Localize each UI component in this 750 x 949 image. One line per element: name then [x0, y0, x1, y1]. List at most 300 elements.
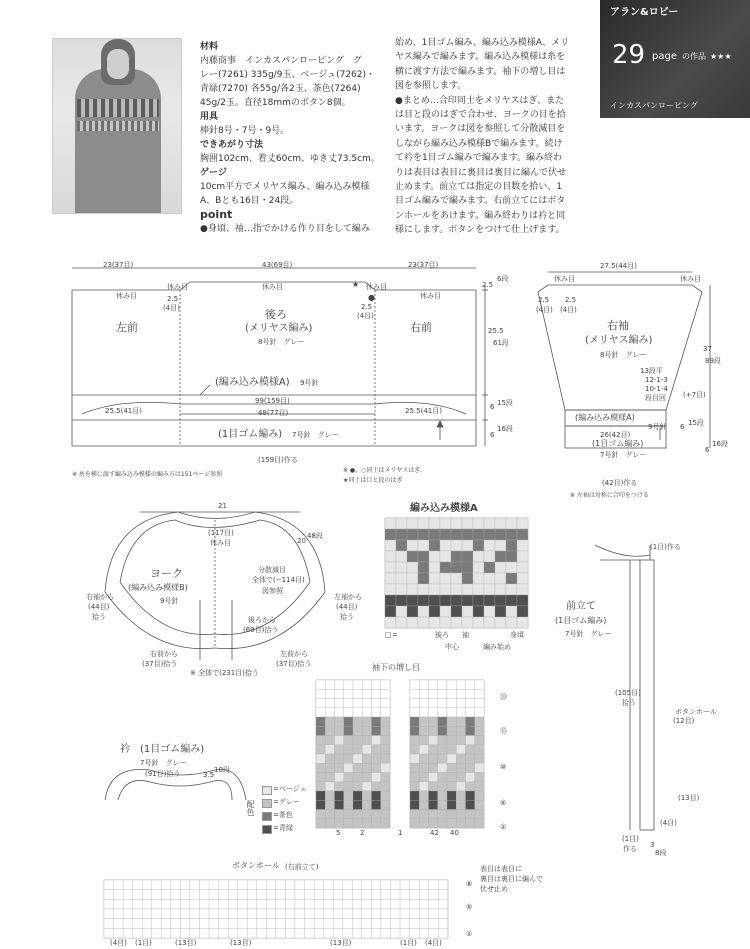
inc-chart-cell — [325, 708, 334, 717]
inc-chart-cell — [353, 763, 362, 772]
color-swatch-grey — [262, 799, 272, 808]
inc-chart-cell — [438, 708, 447, 717]
inc-chart-cell — [372, 726, 381, 735]
chart-a-cell — [451, 529, 462, 540]
inc-chart-cell — [466, 708, 475, 717]
inc-chart-cell — [447, 791, 456, 800]
inc-chart-cell — [410, 689, 419, 698]
inc-chart-cell — [429, 791, 438, 800]
chart-a-cell — [440, 606, 451, 617]
chart-a-cell — [506, 606, 517, 617]
chart-a-cell — [495, 584, 506, 595]
buttonhole-cell — [391, 919, 401, 929]
buttonhole-cell — [276, 880, 286, 890]
buttonhole-cell — [343, 890, 353, 900]
chart-a-cell — [407, 518, 418, 529]
inc-chart-cell — [335, 680, 344, 689]
color-beige: =ベージュ — [273, 785, 307, 793]
inc-chart-cell — [447, 800, 456, 809]
buttonhole-cell — [391, 880, 401, 890]
buttonhole-cell — [352, 890, 362, 900]
buttonhole-cell — [295, 899, 305, 909]
inc-chart-cell — [447, 745, 456, 754]
sleeve-s-sts2: (4目) — [560, 306, 577, 314]
sleeve-top: 27.5(44目) — [600, 262, 637, 270]
buttonhole-cell — [209, 890, 219, 900]
inc-chart-cell — [325, 726, 334, 735]
inc-4: 段目回 — [645, 394, 666, 402]
chart-a-cell — [396, 573, 407, 584]
sleeve-s-left2: 2.5 — [565, 296, 577, 304]
color-legend-title: 配色 — [246, 800, 255, 816]
buttonhole-cell — [219, 880, 229, 890]
inc-chart-cell — [419, 773, 428, 782]
buttonhole-cell — [114, 919, 124, 929]
inc-chart-cell — [335, 819, 344, 828]
inc-chart-cell — [438, 810, 447, 819]
point-title: point — [200, 208, 233, 221]
buttonhole-cell — [219, 890, 229, 900]
chart-a-cell — [517, 551, 528, 562]
chart-a-cell — [429, 529, 440, 540]
inc-chart-cell — [456, 680, 465, 689]
dot-mark-icon: ● — [368, 293, 375, 302]
inc-chart-cell — [353, 689, 362, 698]
yarn-name: インカスパンローピング — [610, 101, 698, 110]
buttonhole-cell — [228, 890, 238, 900]
buttonhole-cell — [324, 899, 334, 909]
rest-label-left2: 休み目 — [167, 283, 188, 291]
chart-a-cell — [451, 562, 462, 573]
inc-chart-cell — [362, 754, 371, 763]
inc-chart-cell — [438, 819, 447, 828]
buttonhole-cell — [438, 919, 448, 929]
inc-chart-cell — [410, 680, 419, 689]
sleeve-w26: 26(42目) — [600, 431, 631, 439]
color-grey: =グレー — [273, 798, 300, 806]
inc-chart-cell — [447, 819, 456, 828]
inc-chart-cell — [456, 726, 465, 735]
chart-a-cell — [506, 573, 517, 584]
yoke-left-pick: 拾う — [340, 613, 354, 621]
inc-chart-cell — [344, 680, 353, 689]
inc-chart-cell — [381, 689, 390, 698]
inc-chart-cell — [381, 773, 390, 782]
inc-chart-cell — [419, 763, 428, 772]
buttonhole-cell — [161, 890, 171, 900]
inc-chart-cell — [335, 717, 344, 726]
inc-chart-cell — [316, 800, 325, 809]
chart-a-cell — [462, 540, 473, 551]
buttonhole-cell — [219, 919, 229, 929]
inc-chart-cell — [419, 708, 428, 717]
chart-a-cell — [517, 606, 528, 617]
rib-h: 6 — [490, 431, 495, 439]
buttonhole-cell — [257, 880, 267, 890]
inc-chart-cell — [438, 680, 447, 689]
buttonhole-cell — [266, 899, 276, 909]
buttonhole-cell — [228, 919, 238, 929]
buttonhole-cell — [200, 919, 210, 929]
buttonhole-cell — [305, 899, 315, 909]
buttonhole-cell — [161, 899, 171, 909]
inc-chart-cell — [456, 810, 465, 819]
inc-chart-cell — [429, 708, 438, 717]
buttonhole-cell — [161, 928, 171, 938]
inc-chart-cell — [475, 726, 484, 735]
instruction-line: 様にします。ボタンをつけて仕上げます。 — [395, 225, 565, 236]
buttonhole-title: ボタンホール — [232, 861, 280, 870]
inc-chart-cell — [325, 754, 334, 763]
buttonhole-cell — [276, 909, 286, 919]
inc-chart-cell — [353, 680, 362, 689]
chart-a-cell — [385, 606, 396, 617]
sleeve-rib-rows: 15段 — [688, 419, 704, 427]
buttonhole-cell — [104, 928, 114, 938]
buttonhole-cell — [133, 919, 143, 929]
inc-chart-cell — [447, 680, 456, 689]
buttonhole-cell — [238, 928, 248, 938]
inc-chart-cell — [353, 754, 362, 763]
yoke-h-rows: 48段 — [307, 532, 323, 540]
collar-title: 衿 (1目ゴム編み) — [120, 744, 205, 755]
band-h: 3 — [650, 841, 655, 849]
buttonhole-note3: 伏せ止め — [480, 885, 508, 893]
chart-a-cell — [484, 595, 495, 606]
chart-a-cell — [418, 529, 429, 540]
buttonhole-cell — [257, 928, 267, 938]
chart-a-cell — [385, 617, 396, 628]
inc-chart-cell — [325, 773, 334, 782]
inc-chart-cell — [316, 708, 325, 717]
bh-row-8: ⑧ — [466, 880, 473, 888]
inc-chart-cell — [353, 782, 362, 791]
body-rows: 61段 — [493, 339, 509, 347]
buttonhole-cell — [333, 899, 343, 909]
collar-h: 3.5 — [203, 771, 215, 779]
inc-chart-cell — [419, 819, 428, 828]
inc-chart-cell — [475, 689, 484, 698]
inc-chart-cell — [344, 773, 353, 782]
buttonhole-cell — [171, 919, 181, 929]
buttonhole-cell — [352, 909, 362, 919]
inc-chart-cell — [466, 800, 475, 809]
chart-a-cell — [396, 540, 407, 551]
inc-chart-cell — [419, 791, 428, 800]
buttonhole-cell — [228, 909, 238, 919]
chart-a-cell — [462, 573, 473, 584]
buttonhole-cell — [123, 909, 133, 919]
buttonhole-cell — [114, 899, 124, 909]
inc-chart-cell — [335, 689, 344, 698]
buttonhole-cell — [200, 909, 210, 919]
inc-chart-cell — [456, 791, 465, 800]
chart-a-cell — [462, 584, 473, 595]
buttonhole-cell — [238, 880, 248, 890]
inc-chart-cell — [362, 680, 371, 689]
buttonhole-cell — [171, 928, 181, 938]
inc-chart-cell — [466, 717, 475, 726]
buttonhole-cell — [104, 919, 114, 929]
instruction-line: 横に渡す方法で編みます。袖下の増し目は — [395, 66, 566, 77]
chart-a-cell — [473, 540, 484, 551]
buttonhole-cell — [314, 890, 324, 900]
gauge-title: ゲージ — [200, 168, 227, 178]
inc-chart-cell — [410, 773, 419, 782]
inc-chart-cell — [344, 745, 353, 754]
buttonhole-cell — [228, 880, 238, 890]
inc-chart-cell — [344, 819, 353, 828]
inc-chart-cell — [410, 782, 419, 791]
buttonhole-cell — [133, 909, 143, 919]
buttonhole-cell — [381, 890, 391, 900]
chart-a-cell — [506, 617, 517, 628]
band-bh-sts: (12目) — [673, 717, 695, 725]
body-cast-on: (159目)作る — [258, 456, 298, 464]
pattern-rows: 15段 — [497, 399, 513, 407]
inc-chart-cell — [325, 689, 334, 698]
chart-a-cell — [396, 518, 407, 529]
sleeve-pattern-needle: 9号針 — [648, 423, 667, 431]
buttonhole-cell — [305, 928, 315, 938]
buttonhole-sub: (右前立て) — [285, 863, 319, 871]
buttonhole-cell — [419, 928, 429, 938]
instruction-line: います。ヨークは図を参照して分散減目を — [395, 124, 566, 135]
buttonhole-cell — [276, 899, 286, 909]
buttonhole-cell — [438, 909, 448, 919]
buttonhole-cell — [266, 880, 276, 890]
sleeve-rib-h: 6 — [680, 423, 685, 431]
inc-chart-cell — [456, 819, 465, 828]
chart-a-cell — [385, 540, 396, 551]
inc-chart-cell — [447, 708, 456, 717]
chart-a-cell — [473, 617, 484, 628]
inc-2: 12-1-3 — [645, 376, 668, 384]
inc-chart-cell — [410, 736, 419, 745]
chart-a-cell — [396, 584, 407, 595]
yoke-left-sleeve-sts: (44目) — [336, 603, 358, 611]
buttonhole-cell — [104, 899, 114, 909]
inc-chart-cell — [447, 782, 456, 791]
inc-chart-cell — [475, 708, 484, 717]
bh-bottom-5: (1目) — [400, 939, 417, 947]
buttonhole-cell — [314, 899, 324, 909]
chart-a-cell — [429, 584, 440, 595]
buttonhole-cell — [438, 890, 448, 900]
inc-chart-cell — [372, 763, 381, 772]
buttonhole-cell — [324, 909, 334, 919]
chart-a-label-body: 身頃 — [510, 631, 524, 639]
buttonhole-cell — [190, 899, 200, 909]
band-13: (13目) — [678, 794, 700, 802]
inc-chart-cell — [475, 745, 484, 754]
page-number: 29 — [612, 40, 646, 70]
inc-chart-cell — [410, 708, 419, 717]
works-label: の作品 — [682, 52, 706, 61]
buttonhole-cell — [400, 919, 410, 929]
inc-chart-cell — [456, 763, 465, 772]
materials-line: 45g/2玉。直径18mmのボタン8個。 — [200, 98, 351, 108]
inc-chart-cell — [325, 680, 334, 689]
buttonhole-cell — [133, 890, 143, 900]
buttonhole-cell — [410, 919, 420, 929]
buttonhole-cell — [285, 880, 295, 890]
rib-label: (1目ゴム編み) — [218, 429, 283, 440]
inc-col-5: 5 — [336, 829, 341, 837]
chart-a-cell — [473, 595, 484, 606]
chart-a-cell — [462, 562, 473, 573]
inc-chart-cell — [456, 699, 465, 708]
pattern-a-needle: 9号針 — [300, 379, 319, 387]
buttonhole-cell — [419, 880, 429, 890]
buttonhole-cell — [142, 890, 152, 900]
buttonhole-cell — [352, 899, 362, 909]
difficulty-stars: ★★★ — [710, 52, 732, 61]
buttonhole-cell — [190, 890, 200, 900]
inc-chart-cell — [466, 736, 475, 745]
size-title: できあがり寸法 — [200, 140, 264, 150]
buttonhole-cell — [104, 880, 114, 890]
buttonhole-cell — [161, 919, 171, 929]
buttonhole-cell — [314, 909, 324, 919]
inc-chart-cell — [381, 699, 390, 708]
sleeve-cast-on: (42目)作る — [602, 479, 638, 487]
buttonhole-cell — [114, 890, 124, 900]
instruction-line: 始め、1目ゴム編み、編み込み模様A、メリ — [395, 38, 570, 48]
chart-a-cell — [495, 595, 506, 606]
pattern-a-label: (編み込み模様A) — [215, 377, 290, 388]
yoke-dec-1: 分散減目 — [258, 566, 286, 574]
buttonhole-cell — [285, 928, 295, 938]
inc-chart-cell — [316, 782, 325, 791]
chart-a-cell — [484, 518, 495, 529]
buttonhole-cell — [305, 909, 315, 919]
buttonhole-cell — [410, 928, 420, 938]
back-needle: 8号針 グレー — [258, 338, 305, 346]
rest-label-left: 休み目 — [116, 292, 137, 300]
buttonhole-cell — [123, 928, 133, 938]
inc-chart-cell — [381, 726, 390, 735]
chart-a-cell — [418, 562, 429, 573]
buttonhole-cell — [391, 899, 401, 909]
bh-row-1: ① — [466, 930, 473, 938]
chart-a-cell — [407, 617, 418, 628]
buttonhole-cell — [324, 919, 334, 929]
buttonhole-cell — [247, 928, 257, 938]
buttonhole-cell — [410, 909, 420, 919]
inc-chart-cell — [316, 699, 325, 708]
buttonhole-cell — [381, 909, 391, 919]
inc-chart-cell — [466, 754, 475, 763]
yoke-title: ヨーク — [150, 567, 183, 580]
buttonhole-cell — [247, 909, 257, 919]
inc-chart-cell — [475, 699, 484, 708]
inc-chart-cell — [335, 791, 344, 800]
buttonhole-cell — [371, 928, 381, 938]
chart-a-cell — [407, 606, 418, 617]
inc-chart-cell — [344, 754, 353, 763]
color-swatch-teal — [262, 825, 272, 834]
inc-row-10: ⑩ — [500, 763, 507, 771]
inc-chart-cell — [362, 782, 371, 791]
buttonhole-cell — [343, 880, 353, 890]
chart-a-cell — [484, 551, 495, 562]
inc-chart-cell — [456, 782, 465, 791]
band-pick2: 拾う — [622, 699, 636, 707]
buttonhole-cell — [438, 928, 448, 938]
buttonhole-cell — [200, 880, 210, 890]
chart-a-cell — [440, 573, 451, 584]
yoke-dec-2: 全体で(−114目) — [252, 576, 305, 584]
inc-chart-cell — [438, 745, 447, 754]
buttonhole-cell — [381, 928, 391, 938]
buttonhole-cell — [133, 899, 143, 909]
chart-a-cell — [506, 595, 517, 606]
buttonhole-cell — [247, 890, 257, 900]
buttonhole-cell — [419, 890, 429, 900]
inc-chart-cell — [429, 773, 438, 782]
bh-bottom-1: (1目) — [135, 939, 152, 947]
inc-chart-cell — [362, 745, 371, 754]
chart-a-cell — [451, 595, 462, 606]
buttonhole-cell — [381, 919, 391, 929]
yoke-right-sleeve-sts: (44目) — [88, 603, 110, 611]
chart-a-cell — [506, 529, 517, 540]
buttonhole-cell — [238, 919, 248, 929]
buttonhole-cell — [180, 880, 190, 890]
inc-chart-cell — [438, 699, 447, 708]
buttonhole-cell — [362, 899, 372, 909]
buttonhole-cell — [352, 880, 362, 890]
buttonhole-cell — [228, 928, 238, 938]
inc-chart-cell — [316, 736, 325, 745]
chart-a-cell — [451, 540, 462, 551]
chart-a-legend-box-icon: □ — [385, 631, 392, 639]
chart-a-cell — [495, 540, 506, 551]
buttonhole-cell — [152, 899, 162, 909]
chart-a-cell — [385, 595, 396, 606]
bh-bottom-3: (13目) — [230, 939, 252, 947]
instruction-line: て衿を1目ゴム編みで編みます。編み終わ — [395, 153, 563, 164]
inc-chart-cell — [466, 689, 475, 698]
inc-chart-cell — [325, 791, 334, 800]
buttonhole-cell — [324, 880, 334, 890]
inc-row-15: ⑮ — [500, 727, 507, 735]
buttonhole-cell — [381, 899, 391, 909]
inc-chart-cell — [335, 763, 344, 772]
inc-chart-cell — [335, 810, 344, 819]
inc-chart-cell — [325, 763, 334, 772]
series-title: アラン&ロビー — [610, 7, 679, 18]
instruction-line: ●まとめ…合印同士をメリヤスはぎ、また — [395, 95, 565, 106]
sleeve-height-rows: 89段 — [705, 357, 721, 365]
sleeve-rib2-h: 6 — [705, 446, 710, 454]
chart-a-cell — [484, 606, 495, 617]
buttonhole-cell — [114, 880, 124, 890]
inc-chart-cell — [419, 717, 428, 726]
chart-a-cell — [429, 518, 440, 529]
inc-chart-cell — [316, 745, 325, 754]
buttonhole-cell — [209, 919, 219, 929]
inc-chart-cell — [410, 754, 419, 763]
inc-chart-cell — [456, 689, 465, 698]
page-suffix: page — [652, 51, 677, 62]
yoke-width: 21 — [218, 502, 227, 510]
buttonhole-cell — [209, 928, 219, 938]
chart-a-cell — [473, 573, 484, 584]
chart-a-cell — [506, 551, 517, 562]
side-right: 25.5(41目) — [405, 407, 442, 415]
